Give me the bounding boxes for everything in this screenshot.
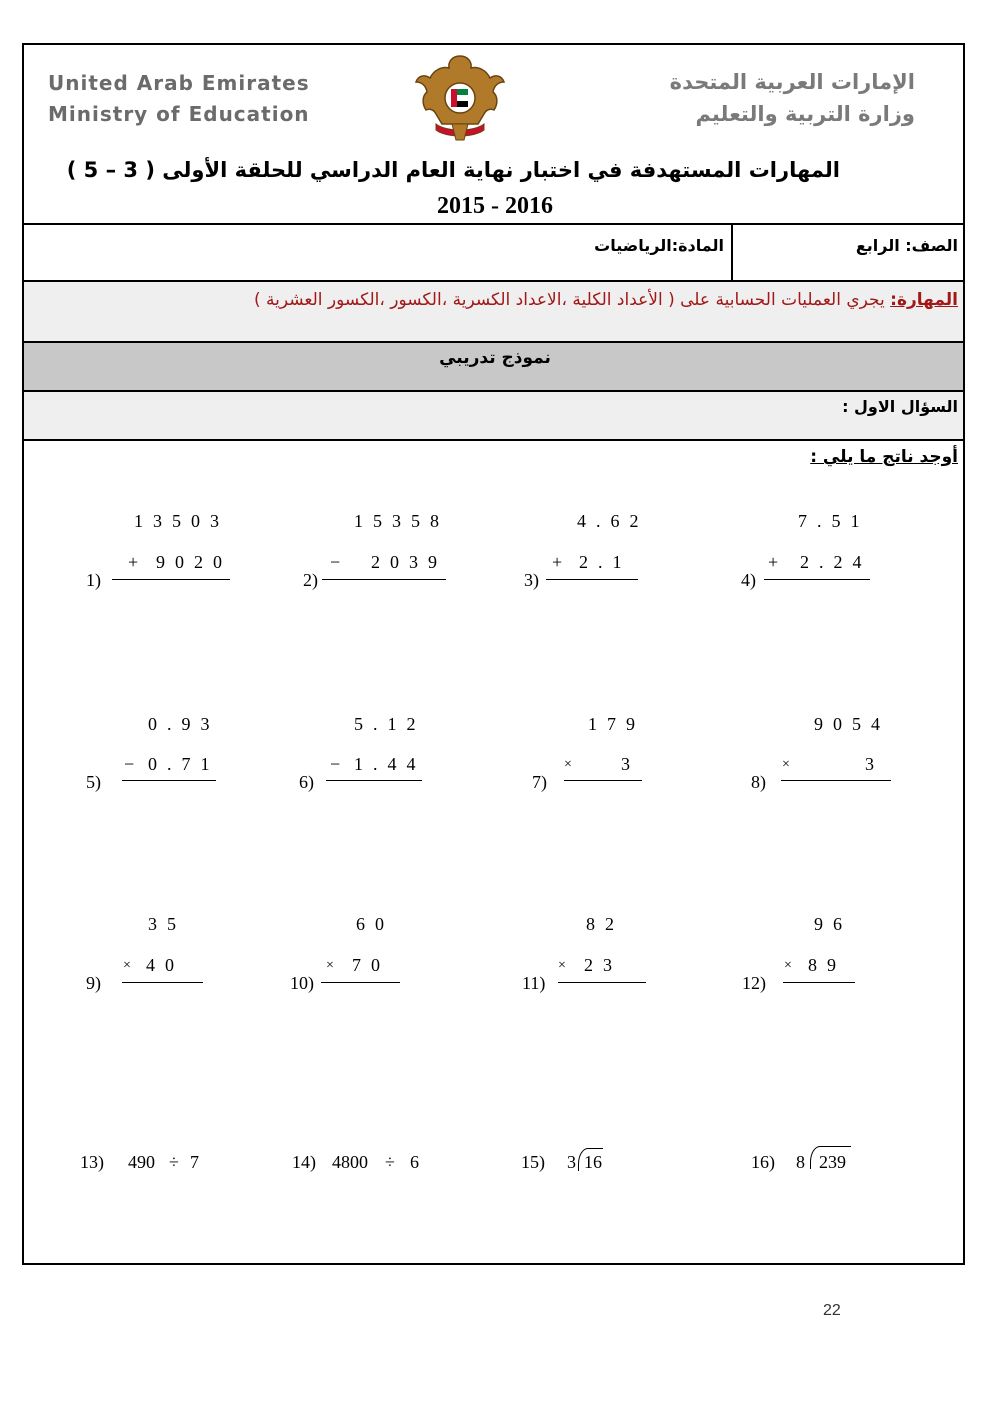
problem-label: 14) — [292, 1152, 316, 1172]
problem-operator: × — [564, 757, 572, 772]
problem-bottom-number: 2.1 — [579, 552, 632, 572]
org-name-arabic-line1: الإمارات العربية المتحدة — [669, 70, 915, 94]
answer-line — [783, 982, 855, 983]
problem-top-number: 9054 — [814, 714, 890, 734]
problem-top-number: 96 — [814, 914, 852, 934]
problem-label: 2) — [303, 570, 318, 590]
problem-bottom-number: 23 — [584, 955, 622, 975]
problem-operator: + — [768, 552, 779, 572]
document-title: المهارات المستهدفة في اختبار نهاية العام الدراسي للحلقة الأولى ( 3 – 5 ) — [66, 158, 840, 182]
divider — [22, 439, 965, 441]
problem-operator: + — [128, 552, 139, 572]
model-title: نموذج تدريبي — [439, 348, 551, 368]
problem-label: 11) — [522, 973, 546, 993]
problem-operator: × — [123, 958, 131, 973]
org-name-english-line2: Ministry of Education — [48, 102, 310, 126]
answer-line — [112, 579, 230, 580]
problem-top-number: 82 — [586, 914, 624, 934]
problem-divisor: 8 — [796, 1152, 805, 1172]
org-name-english — [48, 68, 310, 130]
problem-operator: × — [326, 958, 334, 973]
answer-line — [322, 579, 446, 580]
problem-label: 6) — [299, 772, 314, 792]
problem-bottom-number: 40 — [146, 955, 184, 975]
problem-top-number: 60 — [356, 914, 394, 934]
divider — [22, 223, 965, 225]
problem-operator: × — [782, 757, 790, 772]
problem-operator: − — [330, 754, 341, 774]
problem-top-number: 5.12 — [354, 714, 426, 734]
uae-emblem-falcon-icon — [412, 52, 508, 144]
problem-bottom-number: 2039 — [371, 552, 447, 572]
problem-top-number: 0.93 — [148, 714, 220, 734]
problem-top-number: 13503 — [134, 511, 229, 531]
problem-label: 9) — [86, 973, 101, 993]
grade-label: الصف: الرابع — [855, 236, 958, 255]
problem-dividend: 16 — [584, 1152, 602, 1172]
problem-divisor: 3 — [567, 1152, 576, 1172]
answer-line — [764, 579, 870, 580]
answer-line — [558, 982, 646, 983]
problem-bottom-number: 1.44 — [354, 754, 426, 774]
problem-bottom-number: 3 — [621, 754, 630, 774]
problem-label: 5) — [86, 772, 101, 792]
problem-operator: − — [124, 754, 135, 774]
problem-label: 16) — [751, 1152, 775, 1172]
problem-dividend: 4800 — [332, 1152, 368, 1172]
problem-divisor: 7 — [190, 1152, 199, 1172]
problem-label: 7) — [532, 772, 547, 792]
problem-top-number: 179 — [588, 714, 645, 734]
skill-text: يجري العمليات الحسابية على ( الأعداد الكلية ،الاعداد الكسرية ،الكسور ،الكسور العشرية ) — [253, 290, 891, 310]
problem-label: 1) — [86, 570, 101, 590]
problem-operator: ÷ — [169, 1152, 179, 1172]
question-title: السؤال الاول : — [842, 397, 958, 416]
problem-dividend: 239 — [819, 1152, 846, 1172]
answer-line — [321, 982, 400, 983]
org-name-arabic-line2: وزارة التربية والتعليم — [695, 102, 915, 126]
problem-label: 12) — [742, 973, 766, 993]
problem-label: 8) — [751, 772, 766, 792]
org-name-english-line1: United Arab Emirates — [48, 71, 310, 95]
answer-line — [122, 780, 216, 781]
problem-label: 15) — [521, 1152, 545, 1172]
problem-operator: ÷ — [385, 1152, 395, 1172]
problem-operator: × — [784, 958, 792, 973]
problem-bottom-number: 3 — [865, 754, 874, 774]
org-name-arabic — [650, 66, 915, 130]
problem-operator: − — [330, 552, 341, 572]
problem-label: 13) — [80, 1152, 104, 1172]
subject-label: المادة:الرياضيات — [594, 236, 724, 255]
divider — [731, 223, 733, 281]
page-number: 22 — [823, 1302, 841, 1319]
answer-line — [781, 780, 891, 781]
problem-bottom-number: 2.24 — [800, 552, 872, 572]
page-frame — [22, 43, 965, 1265]
problem-operator: × — [558, 958, 566, 973]
answer-line — [564, 780, 642, 781]
problem-top-number: 7.51 — [798, 511, 870, 531]
answer-line — [546, 579, 638, 580]
problem-bottom-number: 89 — [808, 955, 846, 975]
problem-bottom-number: 0.71 — [148, 754, 220, 774]
problem-label: 3) — [524, 570, 539, 590]
problem-bottom-number: 9020 — [156, 552, 232, 572]
instruction: أوجد ناتج ما يلي : — [810, 447, 958, 467]
skill-statement — [120, 290, 958, 310]
answer-line — [122, 982, 203, 983]
problem-bottom-number: 70 — [352, 955, 390, 975]
problem-label: 4) — [741, 570, 756, 590]
problem-top-number: 15358 — [354, 511, 449, 531]
answer-line — [326, 780, 422, 781]
skill-label: المهارة: — [890, 290, 958, 310]
academic-year: 2015 - 2016 — [437, 193, 553, 219]
problem-top-number: 4.62 — [577, 511, 649, 531]
problem-dividend: 490 — [128, 1152, 155, 1172]
problem-divisor: 6 — [410, 1152, 419, 1172]
problem-operator: + — [552, 552, 563, 572]
problem-top-number: 35 — [148, 914, 186, 934]
problem-label: 10) — [290, 973, 314, 993]
